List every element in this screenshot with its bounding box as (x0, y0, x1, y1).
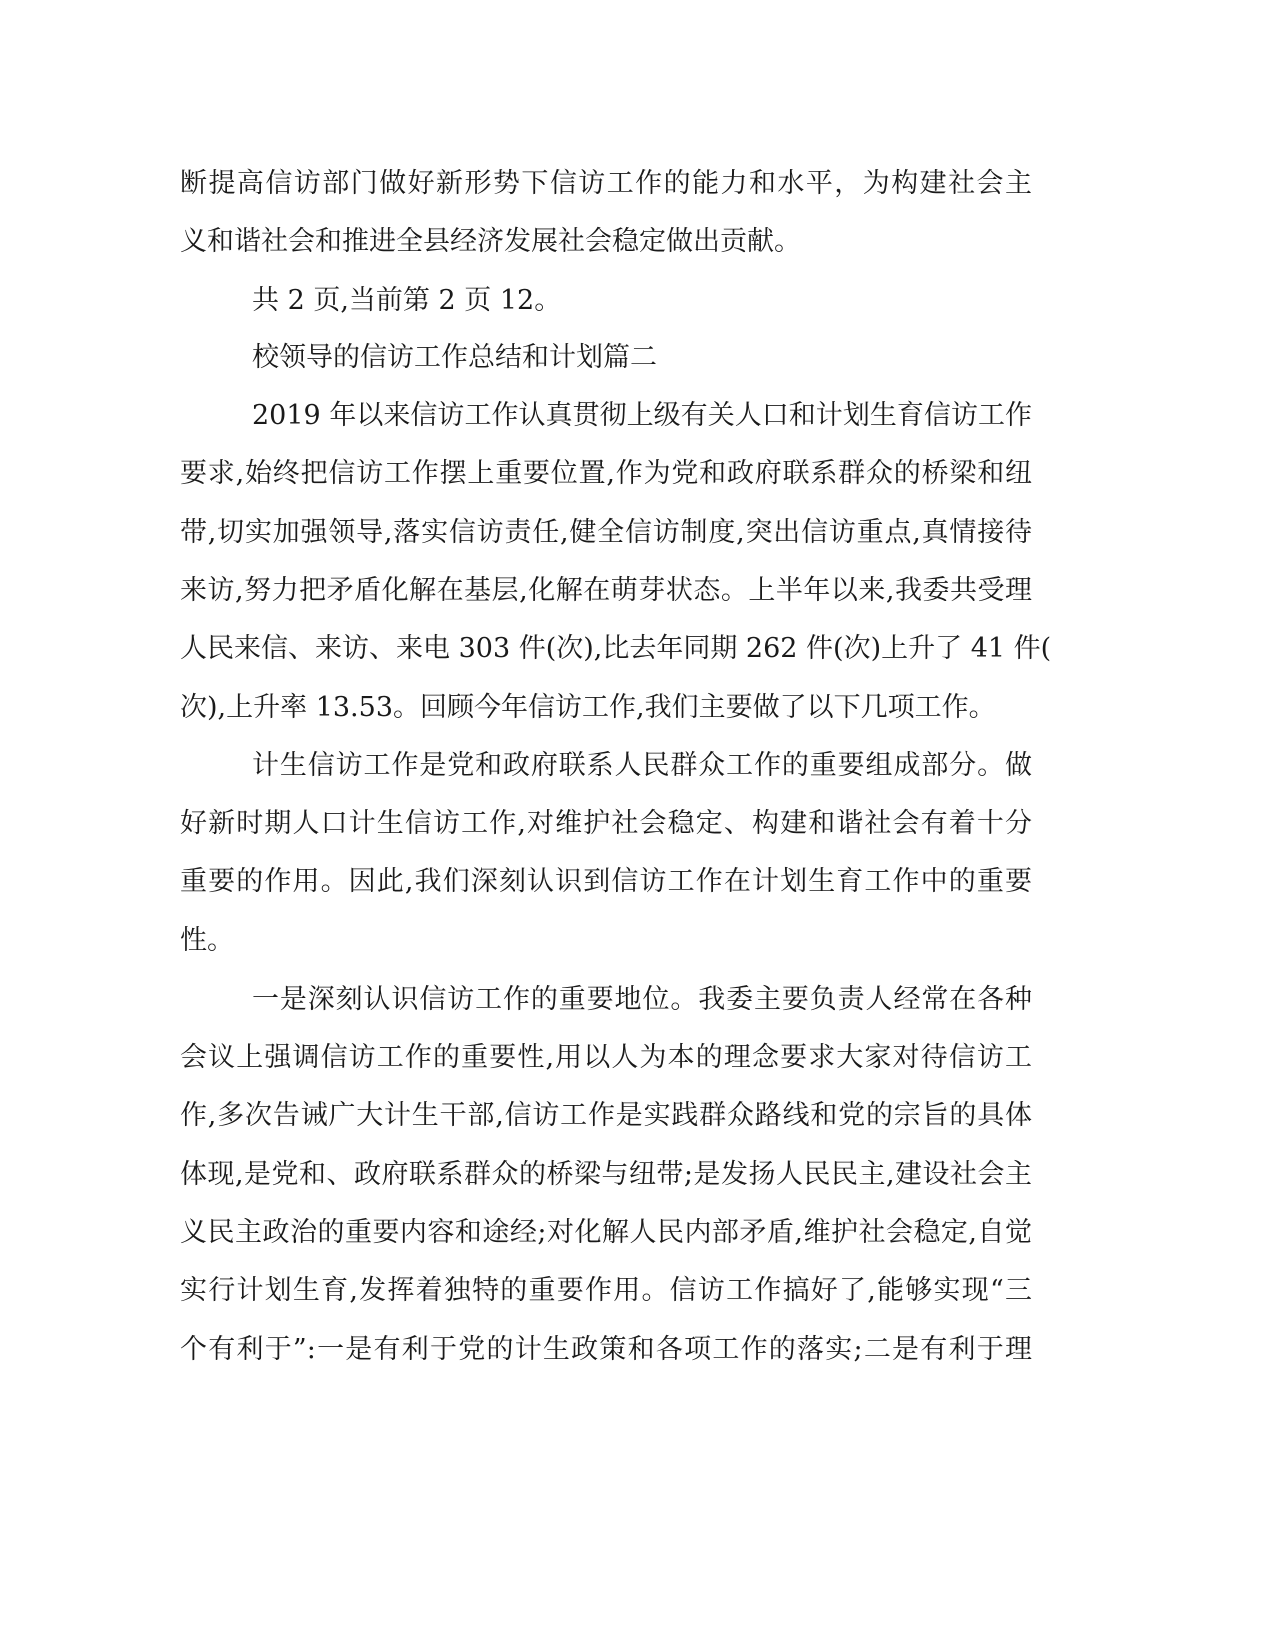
paragraph-line: 断提高信访部门做好新形势下信访工作的能力和水平，为构建社会主 (180, 168, 1032, 199)
section-heading: 校领导的信访工作总结和计划篇二 (252, 342, 657, 373)
paragraph-line: 重要的作用。因此,我们深刻认识到信访工作在计划生育工作中的重要 (180, 866, 1032, 897)
paragraph-line: 体现,是党和、政府联系群众的桥梁与纽带;是发扬人民民主,建设社会主 (180, 1159, 1032, 1190)
paragraph-line: 计生信访工作是党和政府联系人民群众工作的重要组成部分。做 (252, 750, 1032, 781)
paragraph-line: 实行计划生育,发挥着独特的重要作用。信访工作搞好了,能够实现“三 (180, 1275, 1032, 1306)
paragraph-line: 会议上强调信访工作的重要性,用以人为本的理念要求大家对待信访工 (180, 1042, 1032, 1073)
paragraph-line: 义和谐社会和推进全县经济发展社会稳定做出贡献。 (180, 226, 801, 257)
paragraph-line: 义民主政治的重要内容和途经;对化解人民内部矛盾,维护社会稳定,自觉 (180, 1217, 1032, 1248)
paragraph-line: 2019 年以来信访工作认真贯彻上级有关人口和计划生育信访工作 (252, 400, 1032, 431)
paragraph-line: 带,切实加强领导,落实信访责任,健全信访制度,突出信访重点,真情接待 (180, 517, 1032, 548)
paragraph-line: 次),上升率 13.53。回顾今年信访工作,我们主要做了以下几项工作。 (180, 692, 996, 723)
paragraph-line: 一是深刻认识信访工作的重要地位。我委主要负责人经常在各种 (252, 984, 1032, 1015)
paragraph-line: 来访,努力把矛盾化解在基层,化解在萌芽状态。上半年以来,我委共受理 (180, 575, 1032, 606)
paragraph-line: 人民来信、来访、来电 303 件(次),比去年同期 262 件(次)上升了 41 件( (180, 633, 1052, 664)
paragraph-line: 要求,始终把信访工作摆上重要位置,作为党和政府联系群众的桥梁和纽 (180, 458, 1032, 489)
paragraph-line: 好新时期人口计生信访工作,对维护社会稳定、构建和谐社会有着十分 (180, 808, 1032, 839)
paragraph-line: 作,多次告诫广大计生干部,信访工作是实践群众路线和党的宗旨的具体 (180, 1100, 1032, 1131)
page-counter-text: 共 2 页,当前第 2 页 12。 (252, 285, 562, 316)
paragraph-line: 个有利于”:一是有利于党的计生政策和各项工作的落实;二是有利于理 (180, 1334, 1032, 1365)
paragraph-line: 性。 (180, 925, 234, 956)
